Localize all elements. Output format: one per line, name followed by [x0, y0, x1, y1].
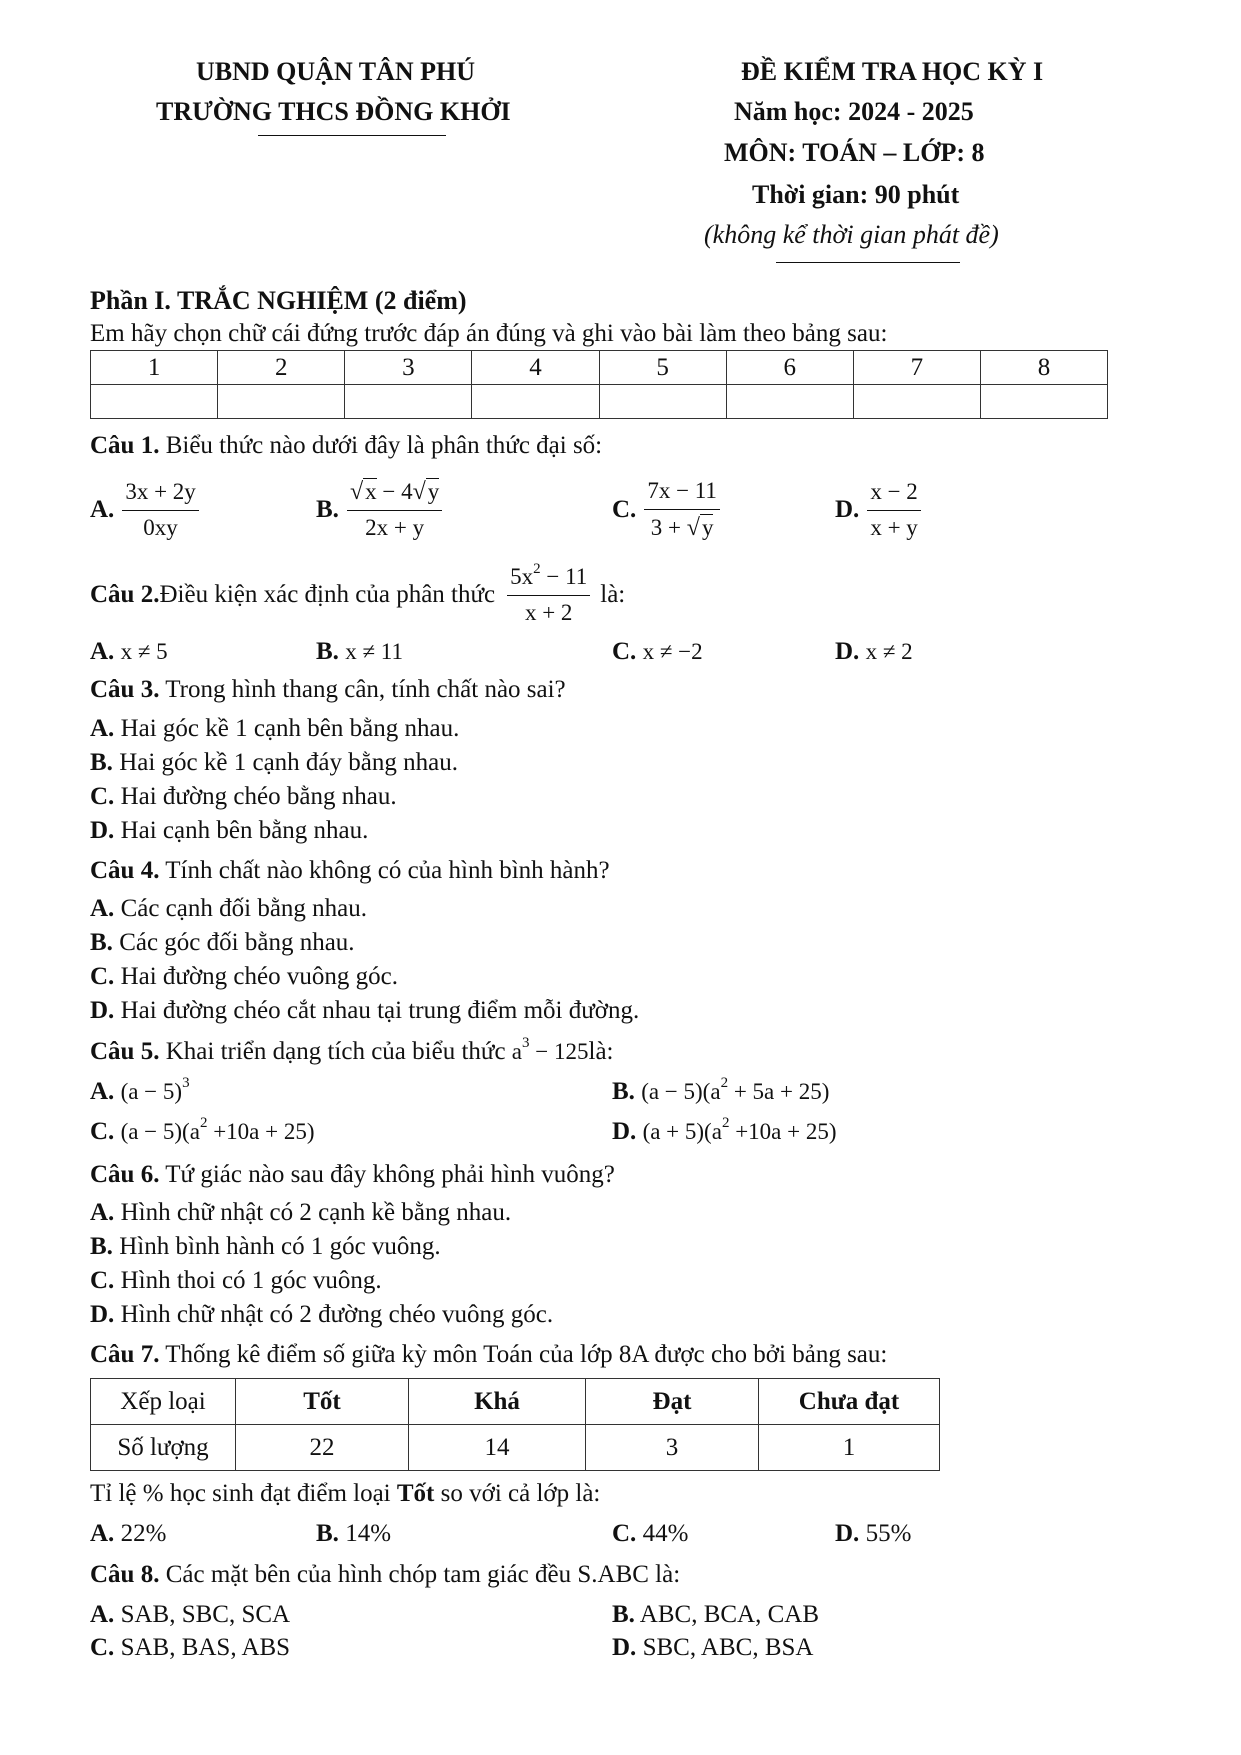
q2-option-b — [316, 638, 403, 666]
q5-b-pre: (a − 5)(a — [641, 1079, 721, 1104]
q7-option-b — [316, 1520, 391, 1548]
q7-a-label: A. — [90, 1520, 115, 1547]
q4-d-text: Hai đường chéo cắt nhau tại trung điểm mỗi đường. — [114, 997, 640, 1024]
q2-d-text: x ≠ 2 — [865, 639, 913, 664]
q8-b-text: ABC, BCA, CAB — [634, 1601, 820, 1628]
q2-a-label: A. — [90, 638, 115, 665]
q5-expr-exp: 3 — [522, 1035, 530, 1051]
q4-a-label: A. — [90, 895, 115, 922]
q5-text: Khai triển dạng tích của biểu thức — [159, 1038, 512, 1065]
q2-stem — [90, 560, 625, 630]
q5-option-d — [612, 1115, 837, 1146]
q8-option-a — [90, 1601, 290, 1629]
q6-option-d — [90, 1301, 553, 1329]
q2-num-rest: − 11 — [540, 563, 588, 589]
q5-c-exp: 2 — [199, 1115, 208, 1131]
answer-header-3: 3 — [345, 351, 472, 385]
q8-label: Câu 8. — [90, 1561, 160, 1588]
header-right-underline — [776, 262, 960, 263]
q3-b-text: Hai góc kề 1 cạnh đáy bằng nhau. — [112, 749, 458, 776]
score-table — [90, 1378, 940, 1471]
q5-b-post: + 5a + 25) — [728, 1079, 830, 1104]
q6-b-label: B. — [90, 1233, 113, 1260]
q1-c-numerator: 7x − 11 — [644, 477, 720, 510]
sqrt-icon: √ — [349, 479, 364, 506]
q4-a-text: Các cạnh đối bằng nhau. — [114, 895, 368, 922]
q1-label: Câu 1. — [90, 432, 160, 459]
q6-option-b — [90, 1233, 441, 1261]
score-table-header-4: Chưa đạt — [759, 1379, 940, 1425]
q5-tail: là: — [588, 1038, 614, 1065]
q7-c-label: C. — [612, 1520, 637, 1547]
q1-a-numerator: 3x + 2y — [122, 478, 198, 511]
q4-stem — [90, 857, 610, 885]
q3-d-text: Hai cạnh bên bằng nhau. — [114, 817, 369, 844]
exam-duration: Thời gian: 90 phút — [752, 180, 960, 209]
q5-d-post: +10a + 25) — [729, 1119, 837, 1144]
q1-c-fraction — [644, 477, 720, 543]
q1-option-a — [90, 475, 199, 545]
q5-option-b — [612, 1075, 830, 1106]
q4-b-label: B. — [90, 929, 113, 956]
q6-option-a — [90, 1199, 511, 1227]
answer-cell — [726, 385, 853, 419]
q2-denominator: x + 2 — [524, 599, 573, 625]
q3-a-text: Hai góc kề 1 cạnh bên bằng nhau. — [114, 715, 460, 742]
q7-ask-post: so với cả lớp là: — [434, 1480, 601, 1507]
header-left-underline — [258, 135, 446, 136]
q1-c-label: C. — [612, 496, 637, 523]
q3-option-a — [90, 715, 459, 743]
q3-option-d — [90, 817, 368, 845]
q8-text: Các mặt bên của hình chóp tam giác đều S.ABC là: — [159, 1561, 681, 1588]
answer-header-8: 8 — [980, 351, 1107, 385]
exam-title: ĐỀ KIỂM TRA HỌC KỲ I — [741, 57, 1044, 86]
q8-option-d — [612, 1634, 813, 1662]
q6-label: Câu 6. — [90, 1161, 160, 1188]
q6-b-text: Hình bình hành có 1 góc vuông. — [112, 1233, 441, 1260]
answer-header-1: 1 — [91, 351, 218, 385]
q2-option-a — [90, 638, 168, 666]
q5-a-base: (a − 5) — [120, 1079, 183, 1104]
q6-a-label: A. — [90, 1199, 115, 1226]
answer-header-6: 6 — [726, 351, 853, 385]
q4-d-label: D. — [90, 997, 115, 1024]
answer-cell — [980, 385, 1107, 419]
q8-option-b — [612, 1601, 819, 1629]
q2-option-d — [835, 638, 913, 666]
q7-label: Câu 7. — [90, 1341, 160, 1368]
q2-b-label: B. — [316, 638, 339, 665]
q1-text: Biểu thức nào dưới đây là phân thức đại số: — [159, 432, 603, 459]
q3-c-label: C. — [90, 783, 115, 810]
q6-d-text: Hình chữ nhật có 2 đường chéo vuông góc. — [114, 1301, 554, 1328]
q5-a-exp: 3 — [182, 1075, 190, 1091]
q1-d-numerator: x − 2 — [867, 478, 920, 511]
q4-c-label: C. — [90, 963, 115, 990]
q7-b-text: 14% — [338, 1520, 392, 1547]
score-table-cell-1: 22 — [236, 1425, 409, 1471]
q1-a-fraction — [122, 478, 198, 543]
q4-text: Tính chất nào không có của hình bình hành? — [159, 857, 610, 884]
duration-note: (không kể thời gian phát đề) — [704, 220, 999, 249]
q4-option-b — [90, 929, 355, 957]
q2-option-c — [612, 638, 703, 666]
q2-num-base: 5x — [510, 563, 534, 589]
q8-d-text: SBC, ABC, BSA — [636, 1634, 814, 1661]
school-year: Năm học: 2024 - 2025 — [734, 97, 974, 126]
q2-text: Điều kiện xác định của phân thức — [159, 581, 496, 608]
q3-b-label: B. — [90, 749, 113, 776]
q1-b-fraction — [347, 477, 442, 543]
q1-option-c — [612, 472, 720, 548]
school-name: TRƯỜNG THCS ĐỒNG KHỞI — [156, 97, 511, 126]
q8-a-text: SAB, SBC, SCA — [114, 1601, 291, 1628]
q3-stem — [90, 676, 566, 704]
score-table-header-2: Khá — [409, 1379, 586, 1425]
q5-a-label: A. — [90, 1078, 115, 1105]
q2-fraction — [507, 560, 590, 628]
q5-label: Câu 5. — [90, 1038, 160, 1065]
q5-option-a — [90, 1075, 190, 1106]
q5-expr-rest: − 125 — [529, 1039, 589, 1064]
q8-a-label: A. — [90, 1601, 115, 1628]
q7-option-c — [612, 1520, 688, 1548]
answer-header-5: 5 — [599, 351, 726, 385]
q5-expr-base: a — [511, 1039, 523, 1064]
q7-option-a — [90, 1520, 166, 1548]
q1-option-d — [835, 475, 921, 545]
q1-c-denominator — [648, 510, 717, 543]
sqrt-icon: √ — [686, 514, 700, 541]
q4-option-d — [90, 997, 639, 1025]
q2-b-text: x ≠ 11 — [345, 639, 403, 664]
q1-b-num-mid: − 4 — [376, 479, 413, 505]
answer-header-2: 2 — [218, 351, 345, 385]
q4-c-text: Hai đường chéo vuông góc. — [114, 963, 398, 990]
q1-c-den-pre: 3 + — [650, 514, 687, 540]
q3-option-b — [90, 749, 458, 777]
score-table-cell-2: 14 — [409, 1425, 586, 1471]
q4-option-c — [90, 963, 398, 991]
q8-stem — [90, 1561, 680, 1589]
q2-a-text: x ≠ 5 — [120, 639, 168, 664]
sqrt-icon: √ — [412, 479, 426, 506]
q1-stem — [90, 432, 602, 460]
q7-d-text: 55% — [859, 1520, 912, 1547]
q1-b-num-y: y — [427, 479, 440, 505]
q8-option-c — [90, 1634, 290, 1662]
q3-a-label: A. — [90, 715, 115, 742]
score-table-cell-4: 1 — [759, 1425, 940, 1471]
q2-c-text: x ≠ −2 — [642, 639, 703, 664]
q7-stem — [90, 1341, 887, 1369]
q6-c-text: Hình thoi có 1 góc vuông. — [114, 1267, 382, 1294]
q1-d-denominator: x + y — [870, 514, 918, 540]
q7-ask-pre: Tỉ lệ % học sinh đạt điểm loại — [90, 1480, 397, 1507]
q7-b-label: B. — [316, 1520, 339, 1547]
score-table-cell-0: Số lượng — [91, 1425, 236, 1471]
q1-option-b — [316, 472, 442, 548]
q2-d-label: D. — [835, 638, 860, 665]
q1-c-den-y: y — [701, 514, 714, 540]
q7-d-label: D. — [835, 1520, 860, 1547]
q5-d-label: D. — [612, 1118, 637, 1145]
q5-d-exp: 2 — [721, 1115, 730, 1131]
q8-b-label: B. — [612, 1601, 635, 1628]
q4-b-text: Các góc đối bằng nhau. — [112, 929, 355, 956]
score-table-cell-3: 3 — [586, 1425, 759, 1471]
q7-ask — [90, 1480, 600, 1508]
q1-b-denominator: 2x + y — [365, 515, 425, 541]
answer-cell — [91, 385, 218, 419]
score-table-header-0: Xếp loại — [91, 1379, 236, 1425]
q6-option-c — [90, 1267, 382, 1295]
q1-b-numerator — [347, 477, 442, 511]
score-table-header-1: Tốt — [236, 1379, 409, 1425]
answer-cell — [599, 385, 726, 419]
answer-cell — [345, 385, 472, 419]
q7-option-d — [835, 1520, 911, 1548]
answer-cell — [853, 385, 980, 419]
q7-text: Thống kê điểm số giữa kỳ môn Toán của lớp 8A được cho bởi bảng sau: — [159, 1341, 888, 1368]
q3-text: Trong hình thang cân, tính chất nào sai? — [159, 676, 566, 703]
q7-a-text: 22% — [114, 1520, 167, 1547]
q7-ask-bold: Tốt — [396, 1480, 435, 1507]
q6-a-text: Hình chữ nhật có 2 cạnh kề bằng nhau. — [114, 1199, 512, 1226]
q5-option-c — [90, 1115, 315, 1146]
answer-cell — [472, 385, 599, 419]
q3-option-c — [90, 783, 397, 811]
answer-header-7: 7 — [853, 351, 980, 385]
q6-text: Tứ giác nào sau đây không phải hình vuông? — [159, 1161, 615, 1188]
q5-b-label: B. — [612, 1078, 635, 1105]
q4-label: Câu 4. — [90, 857, 160, 884]
q3-c-text: Hai đường chéo bằng nhau. — [114, 783, 397, 810]
q7-c-text: 44% — [636, 1520, 689, 1547]
q3-d-label: D. — [90, 817, 115, 844]
q2-numerator — [507, 560, 590, 596]
q1-a-denominator: 0xy — [143, 514, 178, 540]
q5-stem — [90, 1035, 614, 1066]
q2-num-exp: 2 — [533, 560, 541, 577]
answer-table — [90, 350, 1108, 419]
part1-instruction: Em hãy chọn chữ cái đứng trước đáp án đúng và ghi vào bài làm theo bảng sau: — [90, 320, 888, 347]
q6-c-label: C. — [90, 1267, 115, 1294]
part1-title: Phần I. TRẮC NGHIỆM (2 điểm) — [90, 286, 467, 315]
q1-a-label: A. — [90, 496, 115, 523]
q2-c-label: C. — [612, 638, 637, 665]
q8-d-label: D. — [612, 1634, 637, 1661]
q5-c-pre: (a − 5)(a — [120, 1119, 200, 1144]
q2-tail: là: — [600, 581, 626, 608]
q5-c-post: +10a + 25) — [207, 1119, 315, 1144]
q5-b-exp: 2 — [720, 1075, 729, 1091]
school-district: UBND QUẬN TÂN PHÚ — [196, 57, 476, 86]
subject-grade: MÔN: TOÁN – LỚP: 8 — [724, 138, 985, 167]
q2-label: Câu 2. — [90, 581, 160, 608]
q8-c-text: SAB, BAS, ABS — [114, 1634, 291, 1661]
score-table-header-3: Đạt — [586, 1379, 759, 1425]
q1-d-label: D. — [835, 496, 860, 523]
q8-c-label: C. — [90, 1634, 115, 1661]
q1-b-label: B. — [316, 496, 339, 523]
answer-cell — [218, 385, 345, 419]
q6-stem — [90, 1161, 615, 1189]
q1-b-num-x: x — [365, 479, 377, 505]
answer-header-4: 4 — [472, 351, 599, 385]
q6-d-label: D. — [90, 1301, 115, 1328]
q3-label: Câu 3. — [90, 676, 160, 703]
q5-c-label: C. — [90, 1118, 115, 1145]
q5-d-pre: (a + 5)(a — [642, 1119, 722, 1144]
q4-option-a — [90, 895, 367, 923]
q1-d-fraction — [867, 478, 920, 543]
